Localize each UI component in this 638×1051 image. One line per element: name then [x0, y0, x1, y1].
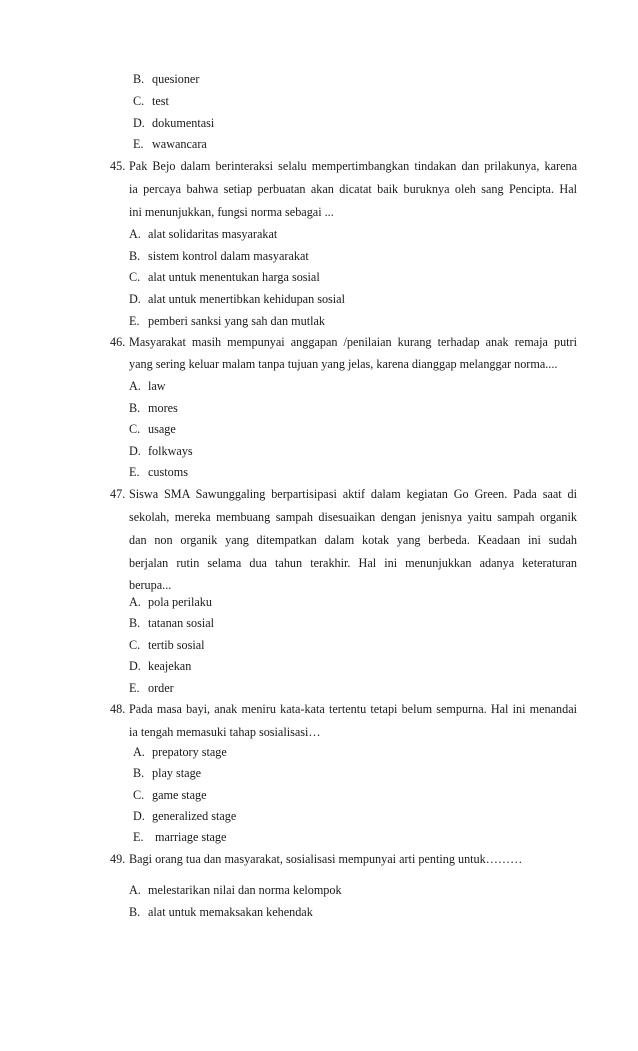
- question-46-stem-line-2: yang sering keluar malam tanpa tujuan yang jelas, karena dianggap melanggar norma....: [129, 357, 558, 371]
- question-45-number: 45.: [110, 159, 126, 173]
- question-46-number: 46.: [110, 335, 126, 349]
- question-48-number: 48.: [110, 702, 126, 716]
- question-48-stem-line-2: ia tengah memasuki tahap sosialisasi…: [129, 725, 321, 739]
- question-46-stem-line-1: Masyarakat masih mempunyai anggapan /penilaian kurang terhadap anak remaja putri: [129, 335, 577, 349]
- question-45-stem-line-1: Pak Bejo dalam berinteraksi selalu mempertimbangkan tindakan dan prilakunya, karena: [129, 159, 577, 173]
- question-47-stem-line-2: sekolah, mereka membuang sampah disesuaikan dengan jenisnya yaitu sampah organik: [129, 510, 577, 524]
- option-a: A. pola perilaku: [129, 595, 212, 609]
- option-b: B. tatanan sosial: [129, 616, 214, 630]
- option-a: A. melestarikan nilai dan norma kelompok: [129, 883, 342, 897]
- question-47-number: 47.: [110, 487, 126, 501]
- option-c: C. game stage: [133, 788, 207, 802]
- option-e: E. wawancara: [133, 137, 207, 151]
- option-e: E. order: [129, 681, 174, 695]
- question-47-stem-line-3: dan non organik yang ditempatkan dalam kotak yang berbeda. Keadaan ini sudah: [129, 533, 577, 547]
- option-d: D. keajekan: [129, 659, 192, 673]
- option-e: E. customs: [129, 465, 188, 479]
- question-48-stem-line-1: Pada masa bayi, anak meniru kata-kata tertentu tetapi belum sempurna. Hal ini menandai: [129, 702, 577, 716]
- question-49-number: 49.: [110, 852, 126, 866]
- option-b: B. quesioner: [133, 72, 200, 86]
- option-c: C. usage: [129, 422, 176, 436]
- option-c: C. test: [133, 94, 169, 108]
- option-e: E. marriage stage: [133, 830, 227, 844]
- option-d: D. dokumentasi: [133, 116, 215, 130]
- option-e: E. pemberi sanksi yang sah dan mutlak: [129, 314, 326, 328]
- option-d: D. folkways: [129, 444, 193, 458]
- question-47-stem-line-1: Siswa SMA Sawunggaling berpartisipasi aktif dalam kegiatan Go Green. Pada saat di: [129, 487, 577, 501]
- option-c: C. tertib sosial: [129, 638, 205, 652]
- option-b: B. mores: [129, 401, 178, 415]
- option-a: A. law: [129, 379, 166, 393]
- question-47-stem-line-4: berjalan rutin selama dua tahun terakhir. Hal ini menunjukkan adanya keteraturan: [129, 556, 577, 570]
- question-47-stem-line-5: berupa...: [129, 578, 172, 592]
- question-45-stem-line-2: ia percaya bahwa setiap perbuatan akan dicatat baik buruknya oleh sang Pencipta. Hal: [129, 182, 577, 196]
- option-b: B. alat untuk memaksakan kehendak: [129, 905, 313, 919]
- option-c: C. alat untuk menentukan harga sosial: [129, 270, 320, 284]
- option-b: B. sistem kontrol dalam masyarakat: [129, 249, 309, 263]
- option-b: B. play stage: [133, 766, 202, 780]
- option-a: A. alat solidaritas masyarakat: [129, 227, 278, 241]
- question-45-stem-line-3: ini menunjukkan, fungsi norma sebagai ...: [129, 205, 334, 219]
- option-d: D. generalized stage: [133, 809, 237, 823]
- option-a: A. prepatory stage: [133, 745, 227, 759]
- option-d: D. alat untuk menertibkan kehidupan sosial: [129, 292, 345, 306]
- question-49-stem-line-1: Bagi orang tua dan masyarakat, sosialisasi mempunyai arti penting untuk………: [129, 852, 523, 866]
